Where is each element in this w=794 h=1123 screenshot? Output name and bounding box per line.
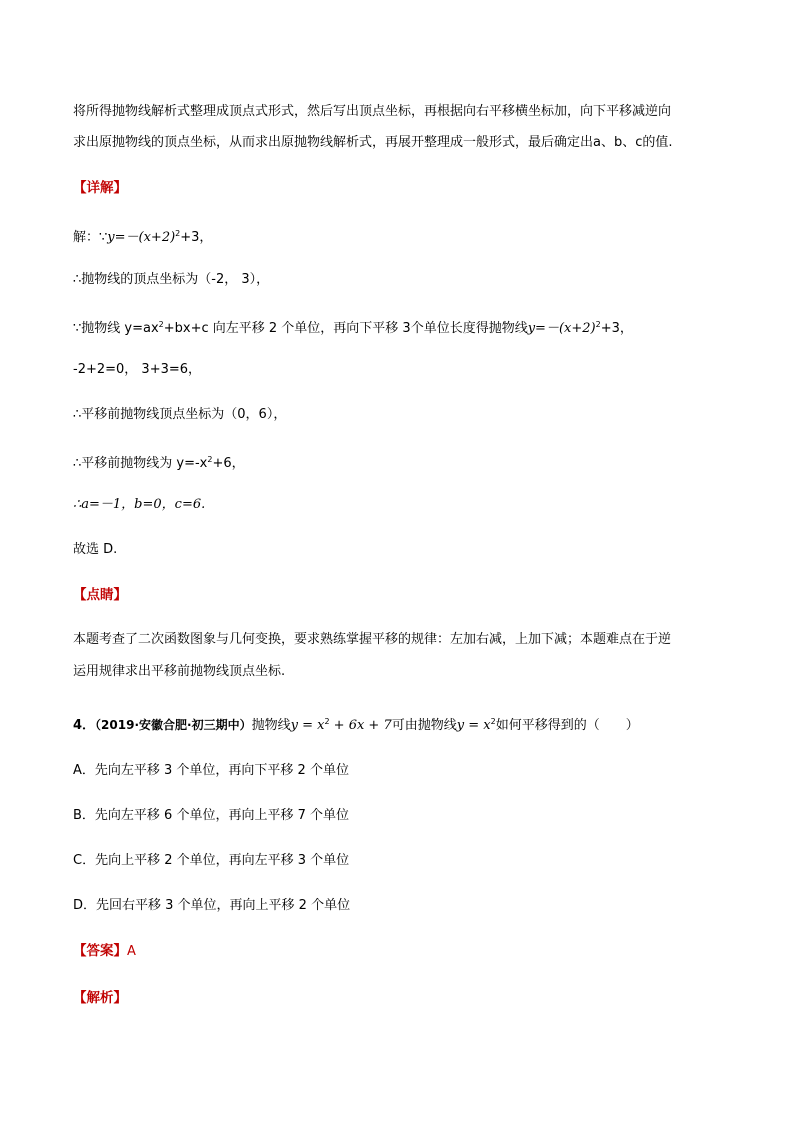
coefficients-line: ∴a=－1，b=0，c=6.	[73, 497, 206, 512]
detail-heading: 【详解】	[73, 180, 127, 196]
choice-line: 故选 D.	[73, 542, 118, 557]
shift-part-a: ∵抛物线 y=ax	[73, 321, 159, 336]
shift-part-b: +bx+c 向左平移 2 个单位，再向下平移 3个单位长度得抛物线	[163, 321, 528, 336]
analysis-heading: 【解析】	[73, 990, 127, 1006]
option-d: D．先回右平移 3 个单位，再向上平移 2 个单位	[73, 898, 351, 913]
question-equation-2: y = x	[456, 718, 491, 733]
solution-line	[73, 226, 724, 246]
question-equation-1-exponent: 2	[324, 717, 330, 726]
original-vertex-line: ∴平移前抛物线顶点坐标为（0，6），	[73, 407, 287, 422]
calc-line: -2+2=0， 3+3=6，	[73, 362, 202, 377]
comment-line-2: 运用规律求出平移前抛物线顶点坐标.	[73, 664, 286, 679]
question-text-a: 抛物线	[251, 718, 291, 733]
answer-value: A	[127, 944, 136, 959]
solution-exponent: 2	[175, 229, 181, 238]
solution-prefix: 解：∵	[73, 230, 108, 245]
shift-equation: y=－(x+2)	[527, 321, 596, 336]
shift-equation-tail: +3，	[600, 321, 633, 336]
option-b: B．先向左平移 6 个单位，再向上平移 7 个单位	[73, 808, 349, 823]
comment-heading: 【点睛】	[73, 587, 127, 603]
question-text-c: 如何平移得到的（ ）	[495, 718, 639, 733]
analysis-intro-line-1: 将所得抛物线解析式整理成顶点式形式，然后写出顶点坐标，再根据向右平移横坐标加，向下平移减逆向	[73, 104, 672, 119]
question-text-b: 可由抛物线	[391, 718, 457, 733]
question-equation-1: y = x	[290, 718, 325, 733]
solution-tail: +3，	[180, 230, 213, 245]
option-c: C．先向上平移 2 个单位，再向左平移 3 个单位	[73, 853, 350, 868]
original-curve-exponent: 2	[207, 455, 213, 464]
shift-equation-exponent: 2	[595, 320, 601, 329]
answer-line	[73, 943, 724, 960]
original-curve-line	[73, 452, 724, 472]
question-line	[73, 714, 724, 734]
analysis-intro-line-2: 求出原抛物线的顶点坐标，从而求出原抛物线解析式，再展开整理成一般形式，最后确定出a、b、c的值.	[73, 135, 673, 150]
shift-line	[73, 317, 724, 337]
question-equation-2-exponent: 2	[490, 717, 496, 726]
option-a: A．先向左平移 3 个单位，再向下平移 2 个单位	[73, 763, 349, 778]
comment-line-1: 本题考查了二次函数图象与几何变换，要求熟练掌握平移的规律：左加右减，上加下减；本题难点在于逆	[73, 632, 672, 647]
original-curve-b: +6，	[212, 456, 245, 471]
vertex-line: ∴抛物线的顶点坐标为（-2， 3），	[73, 272, 270, 287]
answer-heading: 【答案】	[73, 943, 127, 959]
original-curve-a: ∴平移前抛物线为 y=-x	[73, 456, 208, 471]
solution-equation: y=－(x+2)	[107, 230, 176, 245]
shift-exponent-a: 2	[158, 320, 164, 329]
question-source: （2019·安徽合肥·初三期中）	[95, 718, 252, 732]
question-equation-1-tail: + 6x + 7	[329, 718, 392, 733]
question-number: 4．	[73, 718, 96, 733]
